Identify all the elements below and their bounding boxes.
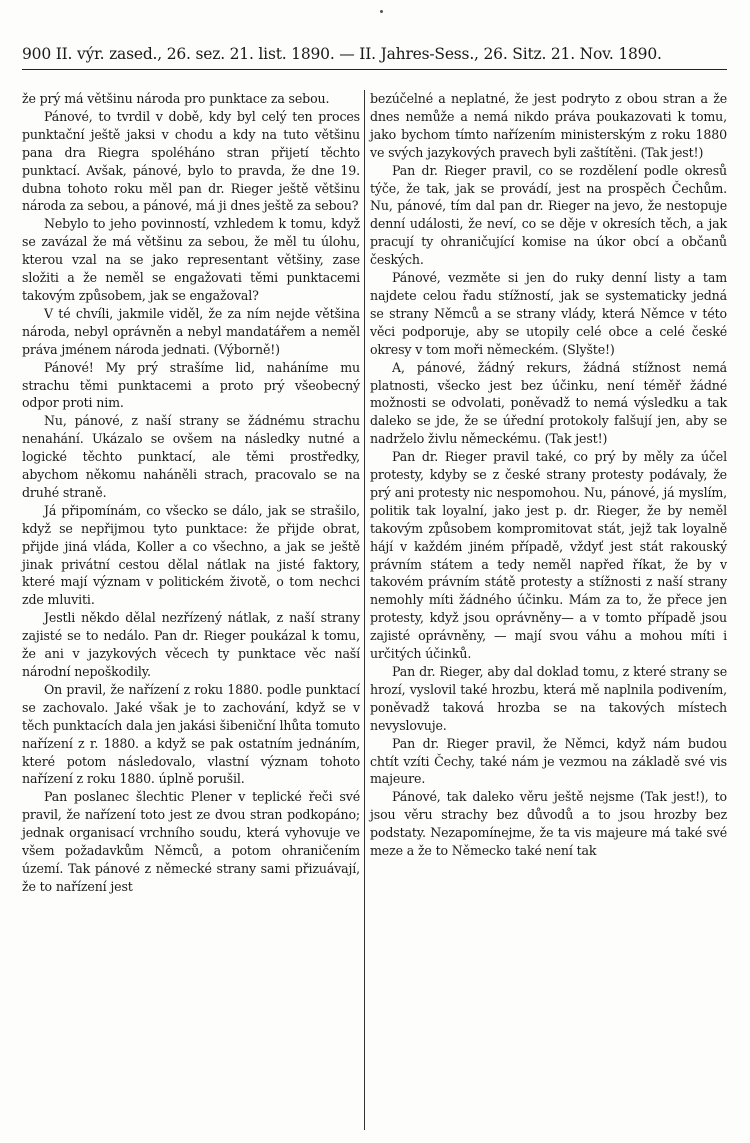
paragraph: že prý má většinu národa pro punktace za sebou. — [22, 91, 330, 106]
paragraph: Pan poslanec šlechtic Plener v teplické řeči své pravil, že nařízení toto jest ze dvou stran podkopáno; jednak organisací vrchního soudu, která vyhovuje ve všem požadavkům Němců, a potom ohraničením území. Tak pánové z německé strany sami přizuávají, že to nařízení jest — [22, 789, 360, 894]
paragraph: Já připomínám, co všecko se dálo, jak se strašilo, když se nepřijmou tyto punktace: že přijde obrat, přijde jiná vláda, Koller a co všechno, a jak se ještě jinak privátní cestou dělal nátlak na jisté faktory, které mají význam v politickém životě, o tom nechci zde mluviti. — [22, 502, 360, 608]
page-header: 900 II. výr. zased., 26. sez. 21. list. 1890. — II. Jahres-Sess., 26. Sitz. 21. Nov. 1890. — [22, 45, 662, 63]
paragraph: V té chvíli, jakmile viděl, že za ním nejde většina národa, nebyl oprávněn a nebyl mandatářem a neměl práva jménem národa jednati. (Výborně!) — [22, 305, 360, 357]
header-rule — [22, 69, 727, 70]
paragraph: Pánové, vezměte si jen do ruky denní listy a tam najdete celou řadu stížností, jak se systematicky jedná se strany Němců a se strany vlády, která Němce v této věci podporuje, aby se utopily celé obce a celé české okresy v tom moři německém. (Slyšte!) — [370, 270, 727, 357]
paragraph: Pan dr. Rieger pravil, že Němci, když nám budou chtít vzíti Čechy, také nám je vezmou na základě své vis majeure. — [370, 735, 727, 787]
page-speck — [380, 10, 383, 13]
left-column — [22, 90, 360, 896]
paragraph: Pánové, to tvrdil v době, kdy byl celý ten proces punktační ještě jaksi v chodu a kdy na tuto většinu pana dra Riegra spoléháno stran přijetí těchto punktací. Avšak, pánové, bylo to pravda, že dne 19. dubna tohoto roku měl pan dr. Rieger ještě většinu národa za sebou, a pánové, má ji dnes ještě za sebou? — [22, 108, 360, 214]
paragraph: Pan dr. Rieger, aby dal doklad tomu, z které strany se hrozí, vyslovil také hrozbu, která mě naplnila podivením, poněvadž taková hrozba se na takových místech nevyslovuje. — [370, 664, 727, 733]
paragraph: A, pánové, žádný rekurs, žádná stížnost nemá platnosti, všecko jest bez účinku, není téměř žádné možnosti se odvolati, poněvadž to nemá výsledku a tak daleko se jde, že se úřední protokoly falšují jen, aby se nadrželo živlu německému. (Tak jest!) — [370, 359, 727, 447]
paragraph: Pan dr. Rieger pravil, co se rozdělení podle okresů týče, že tak, jak se provádí, jest na prospěch Čechům. Nu, pánové, tím dal pan dr. Rieger na jevo, že nestopuje denní události, že neví, co se děje v okresích těch, a jak pracují ty ohraničující komise na úkor obcí a občanů českých. — [370, 162, 727, 268]
paragraph: Nu, pánové, z naší strany se žádnému strachu nenahání. Ukázalo se ovšem na následky nutné a logické těchto punktací, ale těmi prostředky, abychom někomu naháněli strach, pracovalo se na druhé straně. — [22, 413, 360, 500]
paragraph: Jestli někdo dělal nezřízený nátlak, z naší strany zajisté se to nedálo. Pan dr. Rieger poukázal k tomu, že ani v jazykových věcech ty punktace věc naší národní nepoškodily. — [22, 610, 360, 679]
paragraph: Nebylo to jeho povinností, vzhledem k tomu, když se zavázal že má většinu za sebou, že měl tu úlohu, kterou vzal na se jako representant většiny, zase složiti a že neměl se engažovati těmi punktacemi takovým způsobem, jak se engažoval? — [22, 216, 360, 303]
paragraph: On pravil, že nařízení z roku 1880. podle punktací se zachovalo. Jaké však je to zachování, když se v těch punktacích dala jen jakási šibeniční lhůta tomuto nařízení z r. 1880. a když se pak ostatním jednáním, které potom následovalo, vlastní význam tohoto nařízení z roku 1880. úplně porušil. — [22, 681, 360, 787]
paragraph: bezúčelné a neplatné, že jest podryto z obou stran a že dnes nemůže a nemá nikdo práva poukazovati k tomu, jako bychom tímto nařízením ministerským z roku 1880 ve svých jazykových pravech byli zaštítěni. (Tak jest!) — [370, 91, 727, 160]
paragraph: Pan dr. Rieger pravil také, co prý by měly za účel protesty, kdyby se z české strany protesty podávaly, že prý ani protesty nic nespomohou. Nu, pánové, já myslím, politik tak loyalní, jako jest p. dr. Rieger, že by neměl takovým způsobem kompromitovat stát, jejž tak loyalně hájí v každém jiném případě, vždyť jest stát rakouský právním státem a tedy neměl napřed říkat, že by v takovém právním státě protesty a stížnosti z naší strany nemohly míti žádného účinku. Mám za to, že přece jen protesty, když jsou oprávněny— a v tomto případě jsou zajisté oprávněny, — mají svou váhu a mohou míti i určitých účinků. — [370, 449, 727, 662]
paragraph: Pánové, tak daleko věru ještě nejsme (Tak jest!), to jsou věru strachy bez důvodů a to jsou hrozby bez podstaty. Nezapomínejme, že ta vis majeure má také své meze a že to Německo také není tak — [370, 789, 727, 859]
right-column — [370, 90, 727, 860]
column-divider — [364, 90, 365, 1130]
paragraph: Pánové! My prý strašíme lid, naháníme mu strachu těmi punktacemi a proto prý všeobecný odpor proti nim. — [22, 359, 360, 411]
